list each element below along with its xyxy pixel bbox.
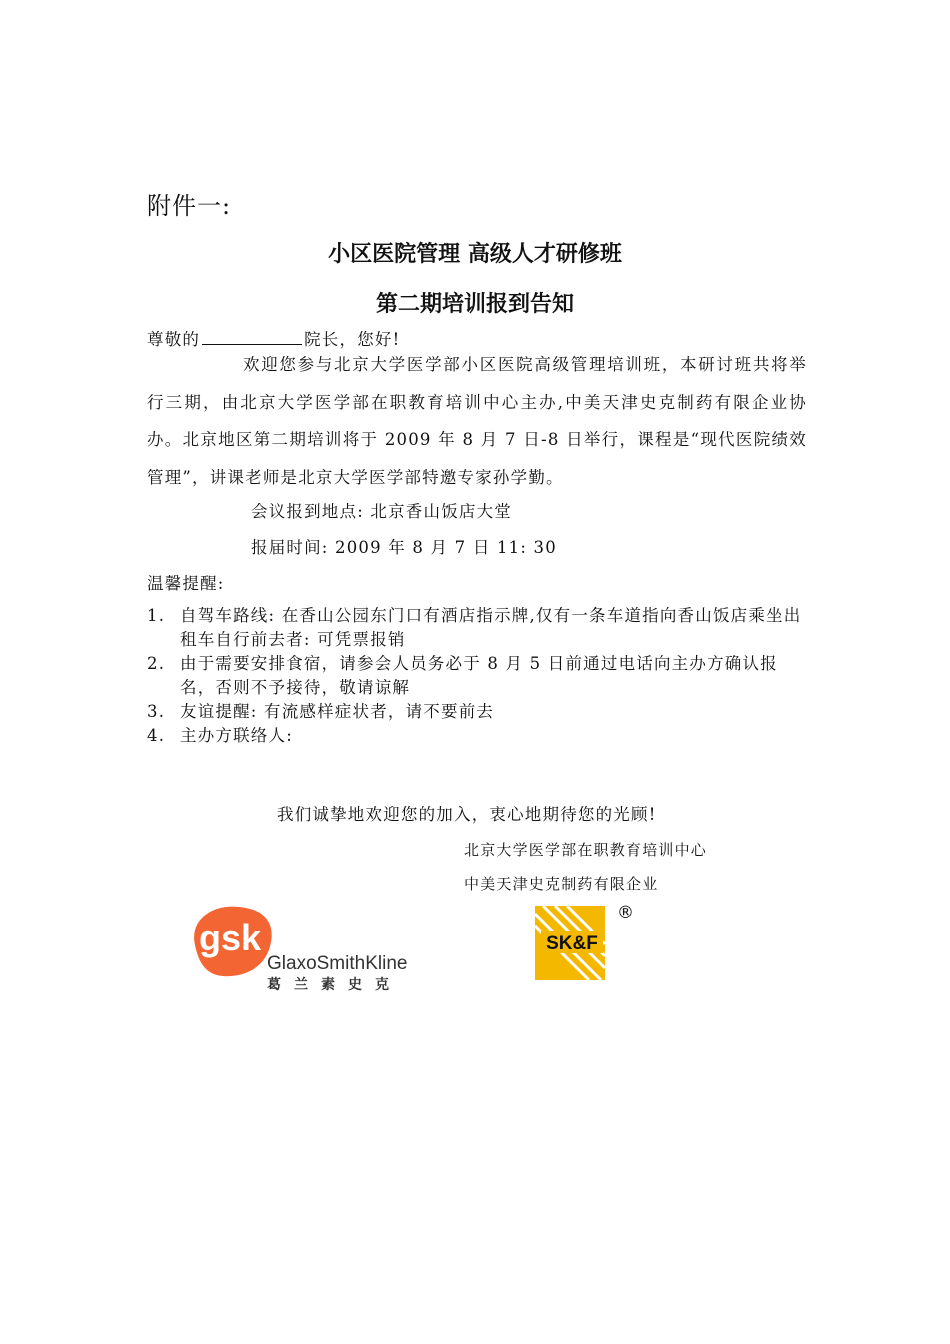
- intro-paragraph: 欢迎您参与北京大学医学部小区医院高级管理培训班，本研讨班共将举行三期，由北京大学医学部在职教育培训中心主办,中美天津史克制药有限企业协办。北京地区第二期培训将于 2009 年 8 月 7 日-8 日举行，课程是“现代医院绩效管理”，讲课老师是北京大学医学部特邀专家孙学勤。: [147, 355, 807, 487]
- registered-mark-icon: ®: [617, 903, 634, 923]
- list-item-number: 4.: [147, 726, 166, 745]
- list-item: [147, 604, 812, 652]
- gsk-logo-chinese-name: 葛兰素史克: [267, 977, 402, 993]
- time-line: 报届时间: 2009 年 8 月 7 日 11: 30: [251, 538, 557, 557]
- closing-line: 我们诚挚地欢迎您的加入，衷心地期待您的光顾!: [277, 805, 657, 824]
- venue-line: 会议报到地点: 北京香山饭店大堂: [251, 502, 513, 521]
- list-item-text: 自驾车路线: 在香山公园东门口有酒店指示牌,仅有一条车道指向香山饭店乘坐出租车自行前去者: 可凭票报销: [180, 606, 802, 649]
- reminder-list: [147, 604, 812, 748]
- gsk-logo-name: GlaxoSmithKline: [267, 953, 408, 974]
- list-item-number: 3.: [147, 702, 166, 721]
- list-item-number: 1.: [147, 606, 166, 625]
- document-subtitle: 第二期培训报到告知: [375, 292, 574, 317]
- salutation-suffix: 院长，您好!: [304, 330, 401, 349]
- list-item: [147, 700, 812, 724]
- list-item-text: 由于需要安排食宿，请参会人员务必于 8 月 5 日前通过电话向主办方确认报名，否则不予接待，敬请谅解: [180, 654, 778, 697]
- organizer-name: 北京大学医学部在职教育培训中心: [464, 841, 708, 859]
- skf-logo: [525, 900, 640, 985]
- gsk-logo-mark: gsk: [198, 917, 262, 958]
- list-item: [147, 652, 812, 700]
- list-item-number: 2.: [147, 654, 166, 673]
- list-item-text: 友谊提醒: 有流感样症状者，请不要前去: [180, 702, 495, 721]
- skf-logo-mark: SK&F: [546, 933, 598, 954]
- list-item: [147, 724, 812, 748]
- reminder-heading: 温馨提醒:: [147, 574, 225, 593]
- gsk-logo: [183, 900, 408, 995]
- salutation-prefix: 尊敬的: [147, 330, 201, 349]
- name-blank-line: [202, 328, 302, 345]
- list-item-text: 主办方联络人:: [180, 726, 293, 745]
- co-organizer-name: 中美天津史克制药有限企业: [464, 875, 659, 893]
- attachment-label: 附件一:: [147, 192, 232, 220]
- document-title: 小区医院管理 高级人才研修班: [328, 242, 622, 267]
